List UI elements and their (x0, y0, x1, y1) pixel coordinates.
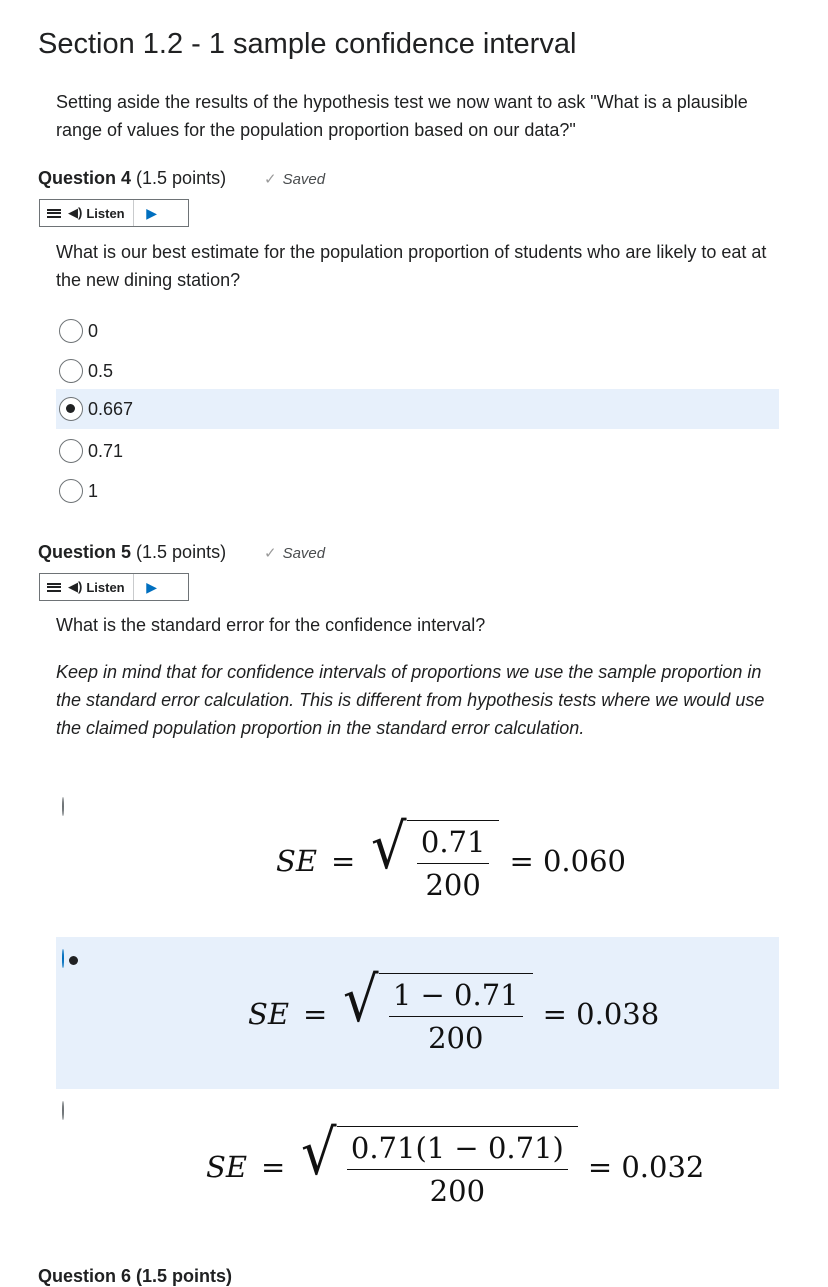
speaker-icon: ◀) (68, 205, 83, 220)
q4-option-1[interactable] (56, 351, 779, 391)
radio-button[interactable] (62, 797, 64, 816)
formula-eq: = (261, 1150, 286, 1184)
sqrt (341, 963, 532, 1055)
q4-option-0[interactable] (56, 311, 779, 351)
formula-lhs: SE (206, 1150, 248, 1184)
denominator: 200 (428, 1021, 484, 1055)
option-label: 0 (88, 320, 99, 341)
question-5-header (38, 542, 226, 563)
radio-button[interactable] (62, 1101, 64, 1120)
formula-eq: = (303, 997, 328, 1031)
formula-result: = 0.032 (587, 1150, 705, 1184)
listen-label: Listen (86, 205, 125, 221)
question-4-label: Question 4 (38, 168, 132, 188)
play-icon[interactable]: ▶ (146, 204, 158, 221)
option-label: 0.71 (88, 440, 124, 461)
check-icon: ✓ (264, 171, 277, 188)
formula-lhs: SE (248, 997, 290, 1031)
question-6-header-partial: Question 6 (1.5 points) (38, 1266, 233, 1286)
formula-result: = 0.060 (509, 844, 626, 878)
radio-button[interactable] (59, 479, 83, 503)
sqrt-icon: √ (371, 810, 407, 883)
saved-label: Saved (282, 545, 326, 562)
formula (206, 1116, 705, 1208)
q5-option-2[interactable] (56, 1092, 779, 1242)
saved-label: Saved (282, 171, 326, 188)
formula-result: = 0.038 (542, 997, 660, 1031)
option-label: 0.5 (88, 360, 114, 381)
formula-lhs: SE (276, 844, 318, 878)
question-4-saved-status (264, 170, 325, 188)
question-4-header (38, 168, 226, 189)
question-5-label: Question 5 (38, 542, 132, 562)
intro-text: Setting aside the results of the hypothesis test we now want to ask "What is a plausible range of values for the population proportion based on our data?" (56, 92, 748, 140)
denominator: 200 (425, 868, 481, 902)
menu-icon[interactable] (40, 574, 68, 600)
speaker-icon: ◀) (68, 579, 83, 594)
sqrt-icon: √ (343, 963, 379, 1036)
sqrt (369, 810, 499, 902)
menu-icon[interactable] (40, 200, 68, 226)
q5-option-0[interactable] (56, 790, 779, 936)
radio-button-selected[interactable] (62, 949, 64, 968)
listen-button[interactable] (68, 574, 134, 600)
radio-button[interactable] (59, 359, 83, 383)
radio-button[interactable] (59, 439, 83, 463)
option-label: 0.667 (88, 398, 134, 419)
q4-option-4[interactable] (56, 471, 779, 511)
option-label: 1 (88, 480, 99, 501)
q4-option-3[interactable] (56, 431, 779, 471)
listen-label: Listen (86, 579, 125, 595)
formula (276, 810, 626, 902)
question-5-text: What is the standard error for the confidence interval? (56, 615, 486, 635)
page-title: Section 1.2 - 1 sample confidence interval (38, 28, 577, 60)
question-4-text: What is our best estimate for the population proportion of students who are likely to eat at the new dining station? (56, 242, 767, 290)
numerator: 0.71 (417, 825, 490, 864)
radio-button-selected[interactable] (59, 397, 83, 421)
listen-widget-q5[interactable] (39, 573, 189, 601)
check-icon: ✓ (264, 545, 277, 562)
question-5-note: Keep in mind that for confidence intervals of proportions we use the sample proportion in the standard error calculation. This is different from hypothesis tests where we would use the claimed population proportion in the standard error calculation. (56, 662, 765, 738)
sqrt (299, 1116, 577, 1208)
denominator: 200 (429, 1174, 486, 1208)
listen-widget-q4[interactable] (39, 199, 189, 227)
q5-option-1[interactable] (56, 937, 779, 1089)
numerator: 0.71(1 − 0.71) (347, 1131, 568, 1170)
numerator: 1 − 0.71 (389, 978, 523, 1017)
question-5-saved-status (264, 544, 325, 562)
question-4-points: (1.5 points) (136, 168, 227, 188)
play-icon[interactable]: ▶ (146, 578, 158, 595)
sqrt-icon: √ (301, 1116, 337, 1189)
listen-button[interactable] (68, 200, 134, 226)
formula-eq: = (331, 844, 356, 878)
formula (248, 963, 660, 1055)
q4-option-2[interactable] (56, 389, 779, 429)
question-5-points: (1.5 points) (136, 542, 227, 562)
radio-button[interactable] (59, 319, 83, 343)
